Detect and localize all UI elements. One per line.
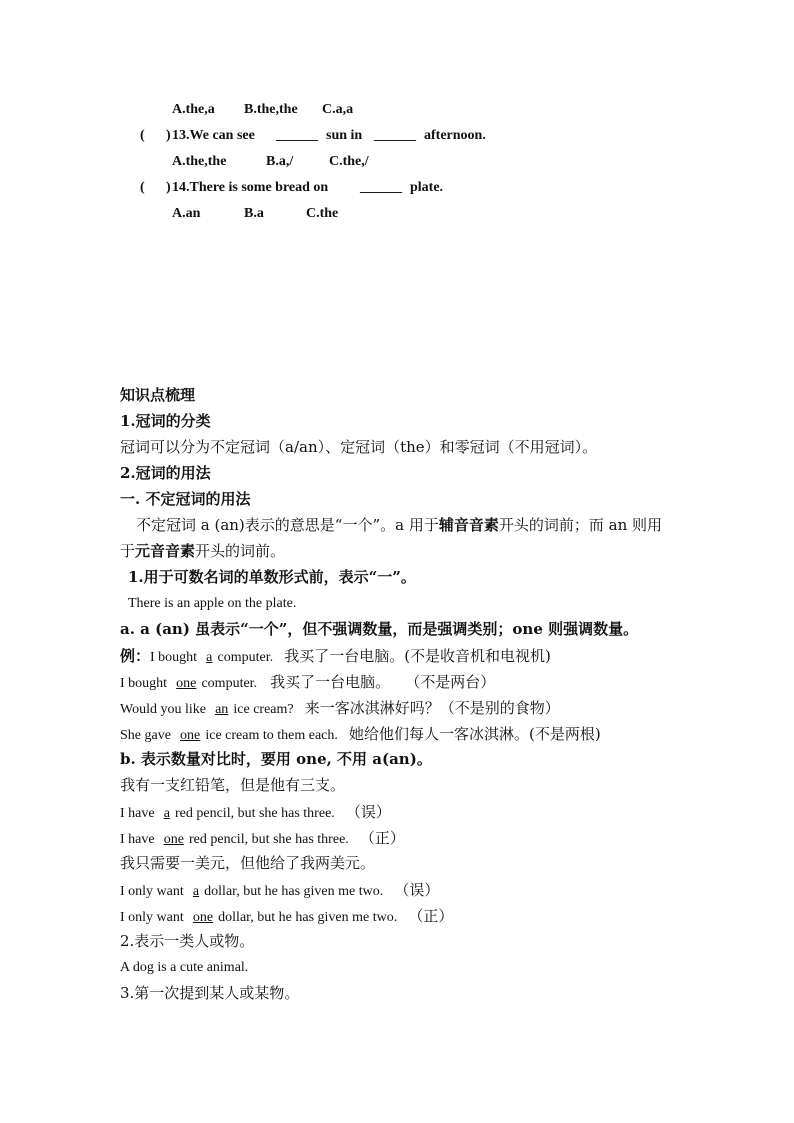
example-pencil-right <box>120 828 405 849</box>
q13-option-a: A.the,the <box>172 154 227 169</box>
example-text: I only want <box>120 910 184 925</box>
wrong-mark: （误） <box>345 803 391 821</box>
correct-mark: （正） <box>359 829 405 847</box>
example-text: I have <box>120 806 155 821</box>
example-bought-one <box>120 672 495 693</box>
q14-text-1: 14.There is some bread on <box>172 180 329 195</box>
example-label: 例： <box>120 647 151 665</box>
q13-answer-paren-close: ) <box>166 128 171 143</box>
q14-option-c: C.the <box>306 206 339 221</box>
example-text: computer. <box>201 676 258 691</box>
q13-blank-1: ______ <box>276 128 318 143</box>
heading-first-mention: 3.第一次提到某人或某物。 <box>120 984 300 1002</box>
example-bought-a <box>120 646 551 667</box>
example-underlined-word: an <box>215 702 229 717</box>
example-text: I bought <box>150 650 198 665</box>
paragraph-indefinite-line1 <box>136 516 662 534</box>
example-text: Would you like <box>120 702 206 717</box>
example-underlined-word: one <box>163 832 184 847</box>
example-dollar-wrong <box>120 880 439 901</box>
text-segment: 于 <box>120 542 136 560</box>
q14-text-2: plate. <box>410 180 444 195</box>
example-underlined-word: one <box>176 676 197 691</box>
example-text: She gave <box>120 728 171 743</box>
example-note: （不是两台） <box>405 673 496 691</box>
q13-answer-paren-open: ( <box>140 128 145 143</box>
text-segment: 开头的词前。 <box>195 542 286 560</box>
example-text: computer. <box>217 650 274 665</box>
example-text: I bought <box>120 676 168 691</box>
example-text: dollar, but he has given me two. <box>204 884 384 899</box>
heading-a-vs-one: a. a (an) 虽表示“一个”，但不强调数量，而是强调类别；one 则强调数量。 <box>120 620 639 638</box>
example-dog: A dog is a cute animal. <box>120 960 249 975</box>
example-underlined-word: one <box>180 728 201 743</box>
example-apple: There is an apple on the plate. <box>128 596 297 611</box>
q14-answer-paren-open: ( <box>140 180 145 195</box>
example-text: ice cream to them each. <box>205 728 338 743</box>
example-dollar-right <box>120 906 453 927</box>
paragraph-classification: 冠词可以分为不定冠词（a/an）、定冠词（the）和零冠词（不用冠词）。 <box>120 438 598 456</box>
example-pencil-wrong <box>120 802 391 823</box>
q12-option-a: A.the,a <box>172 102 215 117</box>
example-ice-cream-an <box>120 698 560 719</box>
q13-text-1: 13.We can see <box>172 128 255 143</box>
example-translation: 我买了一台电脑。(不是收音机和电视机) <box>284 647 551 665</box>
correct-mark: （正） <box>408 907 454 925</box>
heading-article-classification: 1.冠词的分类 <box>120 412 211 430</box>
example-ice-cream-one <box>120 724 601 745</box>
heading-countable-singular: 1.用于可数名词的单数形式前，表示“一”。 <box>128 568 416 586</box>
example-translation: 来一客冰淇淋好吗？（不是别的食物） <box>304 699 560 717</box>
example-text: ice cream? <box>233 702 294 717</box>
heading-indefinite-article: 一. 不定冠词的用法 <box>120 490 251 508</box>
q13-text-3: afternoon. <box>424 128 486 143</box>
example-text: I have <box>120 832 155 847</box>
q14-answer-paren-close: ) <box>166 180 171 195</box>
example-text: red pencil, but she has three. <box>175 806 335 821</box>
example-text: red pencil, but she has three. <box>189 832 349 847</box>
chinese-sentence-pencil: 我有一支红铅笔，但是他有三支。 <box>120 776 346 794</box>
example-underlined-word: a <box>206 650 213 665</box>
q13-option-b: B.a,/ <box>266 154 294 169</box>
example-translation: 她给他们每人一客冰淇淋。(不是两根) <box>348 725 601 743</box>
q13-text-2: sun in <box>326 128 363 143</box>
example-text: dollar, but he has given me two. <box>218 910 398 925</box>
chinese-sentence-dollar: 我只需要一美元，但他给了我两美元。 <box>120 854 376 872</box>
q13-option-c: C.the,/ <box>329 154 369 169</box>
example-underlined-word: a <box>163 806 170 821</box>
q12-option-c: C.a,a <box>322 102 354 117</box>
q13-blank-2: ______ <box>374 128 416 143</box>
emphasis-vowel-phoneme: 元音音素 <box>135 542 196 560</box>
example-underlined-word: a <box>192 884 200 899</box>
example-text: I only want <box>120 884 184 899</box>
example-translation: 我买了一台电脑。 <box>270 673 391 691</box>
section-title: 知识点梳理 <box>120 386 196 404</box>
heading-quantity-contrast: b. 表示数量对比时，要用 one, 不用 a(an)。 <box>120 750 432 768</box>
heading-class-of-things: 2.表示一类人或物。 <box>120 932 255 950</box>
q12-option-b: B.the,the <box>244 102 298 117</box>
q14-blank: ______ <box>360 180 402 195</box>
wrong-mark: （误） <box>394 881 440 899</box>
text-segment: 不定冠词 a (an)表示的意思是“一个”。a 用于 <box>136 516 439 534</box>
q14-option-a: A.an <box>172 206 201 221</box>
emphasis-consonant-phoneme: 辅音音素 <box>438 516 499 534</box>
paragraph-indefinite-line2 <box>120 542 285 560</box>
q14-option-b: B.a <box>244 206 264 221</box>
text-segment: 开头的词前；而 an 则用 <box>498 516 662 534</box>
example-underlined-word: one <box>192 910 214 925</box>
heading-article-usage: 2.冠词的用法 <box>120 464 211 482</box>
